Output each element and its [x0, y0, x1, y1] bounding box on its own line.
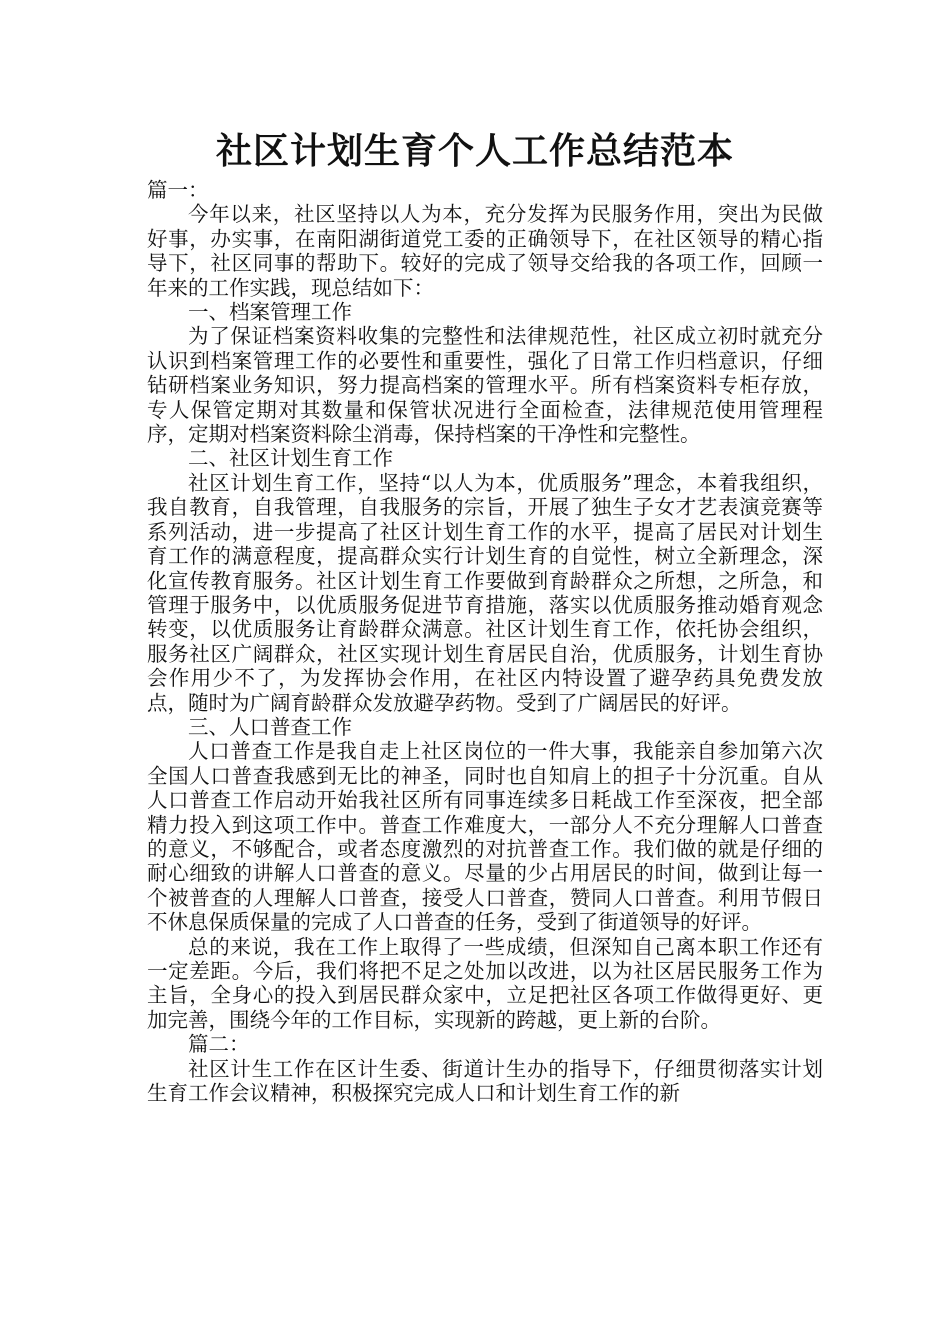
- paragraph: 社区计生工作在区计生委、街道计生办的指导下，仔细贯彻落实计划生育工作会议精神，积极探究完成人口和计划生育工作的新: [147, 1056, 823, 1106]
- paragraph: 社区计划生育工作，坚持“以人为本，优质服务”理念，本着我组织，我自教育，自我管理，自我服务的宗旨，开展了独生子女才艺表演竞赛等系列活动，进一步提高了社区计划生育工作的水平，提高了居民对计划生育工作的满意程度，提高群众实行计划生育的自觉性，树立全新理念，深化宣传教育服务。社区计划生育工作要做到育龄群众之所想，之所急，和管理于服务中，以优质服务促进节育措施，落实以优质服务推动婚育观念转变，以优质服务让育龄群众满意。社区计划生育工作，依托协会组织，服务社区广阔群众，社区实现计划生育居民自治，优质服务，计划生育协会作用少不了，为发挥协会作用，在社区内特设置了避孕药具免费发放点，随时为广阔育龄群众发放避孕药物。受到了广阔居民的好评。: [147, 470, 823, 715]
- paragraph: 为了保证档案资料收集的完整性和法律规范性，社区成立初时就充分认识到档案管理工作的必要性和重要性，强化了日常工作归档意识，仔细钻研档案业务知识，努力提高档案的管理水平。所有档案资料专柜存放，专人保管定期对其数量和保管状况进行全面检查，法律规范使用管理程序，定期对档案资料除尘消毒，保持档案的干净性和完整性。: [147, 324, 823, 447]
- paragraph: 篇一：: [147, 178, 209, 202]
- paragraph: 人口普查工作是我自走上社区岗位的一件大事，我能亲自参加第六次全国人口普查我感到无比的神圣，同时也自知肩上的担子十分沉重。自从人口普查工作启动开始我社区所有同事连续多日耗战工作至深夜，把全部精力投入到这项工作中。普查工作难度大，一部分人不充分理解人口普查的意义，不够配合，或者态度激烈的对抗普查工作。我们做的就是仔细的耐心细致的讲解人口普查的意义。尽量的少占用居民的时间，做到让每一个被普查的人理解人口普查，接受人口普查，赞同人口普查。利用节假日不休息保质保量的完成了人口普查的任务，受到了街道领导的好评。: [147, 739, 823, 935]
- paragraph: 今年以来，社区坚持以人为本，充分发挥为民服务作用，突出为民做好事，办实事，在南阳湖街道党工委的正确领导下，在社区领导的精心指导下，社区同事的帮助下。较好的完成了领导交给我的各项工作，回顾一年来的工作实践，现总结如下：: [147, 202, 823, 300]
- paragraph: 二、社区计划生育工作: [188, 446, 393, 471]
- paragraph: 篇二：: [188, 1032, 250, 1057]
- paragraph: 总的来说，我在工作上取得了一些成绩，但深知自己离本职工作还有一定差距。今后，我们将把不足之处加以改进，以为社区居民服务工作为主旨，全身心的投入到居民群众家中，立足把社区各项工作做得更好、更加完善，围绕今年的工作目标，实现新的跨越，更上新的台阶。: [147, 934, 823, 1032]
- document-title: 社区计划生育个人工作总结范本: [215, 131, 734, 172]
- paragraph: 三、人口普查工作: [188, 714, 352, 739]
- paragraph: 一、档案管理工作: [188, 300, 352, 325]
- document-body: [147, 178, 823, 1105]
